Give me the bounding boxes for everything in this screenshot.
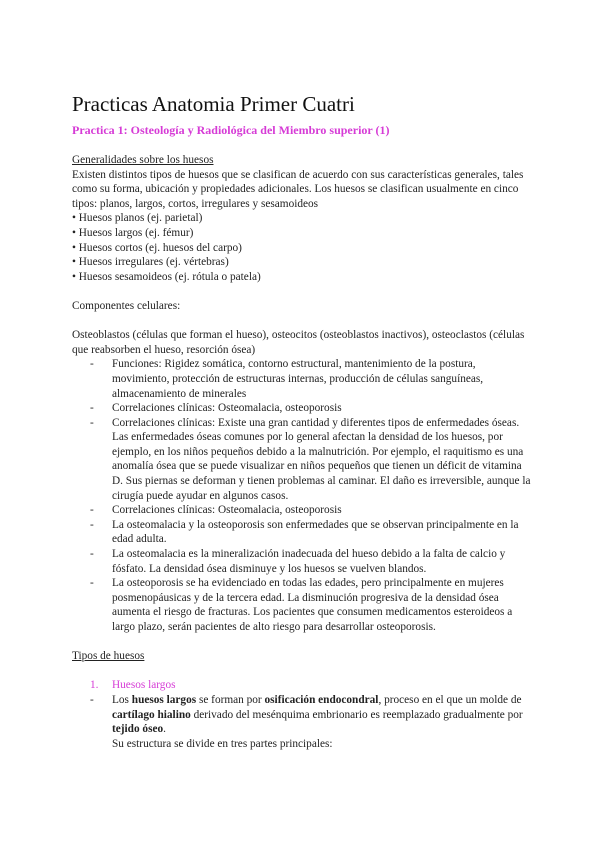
list-item: - Correlaciones clínicas: Osteomalacia, osteoporosis	[112, 503, 532, 518]
bullet-item: • Huesos sesamoideos (ej. rótula o patela)	[72, 270, 261, 283]
generalidades-heading: Generalidades sobre los huesos	[72, 154, 214, 166]
componentes-paragraph: Osteoblastos (células que forman el hueso), osteocitos (osteoblastos inactivos), osteoclastos (células que reabsorben el hueso, resorción ósea)	[72, 329, 525, 356]
bullet-item: • Huesos cortos (ej. huesos del carpo)	[72, 241, 242, 254]
list-item: - La osteomalacia es la mineralización inadecuada del hueso debido a la falta de calcio y fósfato. La densidad ósea disminuye y los huesos se vuelven blandos.	[112, 547, 532, 576]
componentes-heading: Componentes celulares:	[72, 299, 181, 312]
list-item-huesos-largos	[90, 678, 532, 693]
bullet-item: • Huesos planos (ej. parietal)	[72, 212, 203, 225]
list-item: - Correlaciones clínicas: Osteomalacia, osteoporosis	[112, 401, 532, 416]
section-subtitle: Practica 1: Osteología y Radiológica del Miembro superior (1)	[72, 123, 390, 137]
list-item: - La osteoporosis se ha evidenciado en todas las edades, pero principalmente en mujeres posmenopáusicas y de la tercera edad. La disminución progresiva de la densidad ósea aumenta el riesgo de fracturas. Los pacientes que consumen medicamentos esteroideos a largo plazo, serán pacientes de alto riesgo para desarrollar osteoporosis.	[112, 576, 532, 634]
list-number: 1.	[90, 679, 99, 692]
componentes-list	[72, 357, 532, 634]
tipos-heading: Tipos de huesos	[72, 650, 145, 663]
page-title: Practicas Anatomia Primer Cuatri	[72, 92, 355, 116]
generalidades-paragraph: Existen distintos tipos de huesos que se clasifican de acuerdo con sus características generales, tales como su forma, ubicación y propiedades adicionales. Los huesos se clasifican usualmente en cinco tipos: planos, largos, cortos, irregulares y sesamoideos	[72, 168, 524, 210]
list-item: - Correlaciones clínicas: Existe una gran cantidad y diferentes tipos de enfermedades óseas. Las enfermedades óseas comunes por lo general afectan la densidad de los huesos, por ejemplo, en los niños pequeños debido a la malnutrición. Por ejemplo, el raquitismo es una anomalía ósea que se puede visualizar en niños pequeños que tienen un déficit de vitamina D. Sus piernas se deforman y tienen problemas al caminar. El daño es irreversible, aunque la cirugía puede ayudar en algunos casos.	[112, 416, 532, 504]
list-item: - La osteomalacia y la osteoporosis son enfermedades que se observan principalmente en la edad adulta.	[112, 518, 532, 547]
largos-list	[72, 693, 532, 737]
list-item: - Funciones: Rigidez somática, contorno estructural, mantenimiento de la postura, movimiento, protección de estructuras internas, producción de células sanguíneas, almacenamiento de minerales	[112, 357, 532, 401]
bullet-item: • Huesos largos (ej. fémur)	[72, 226, 194, 239]
largos-description: - Los huesos largos se forman por osificación endocondral, proceso en el que un molde de cartílago hialino derivado del mesénquima embrionario es reemplazado gradualmente por tejido óseo.	[112, 693, 532, 737]
tipos-list	[72, 678, 532, 693]
bullet-item: • Huesos irregulares (ej. vértebras)	[72, 256, 229, 269]
estructura-text: Su estructura se divide en tres partes principales:	[112, 737, 333, 750]
list-item-label: Huesos largos	[112, 679, 176, 692]
document-body	[72, 153, 532, 751]
